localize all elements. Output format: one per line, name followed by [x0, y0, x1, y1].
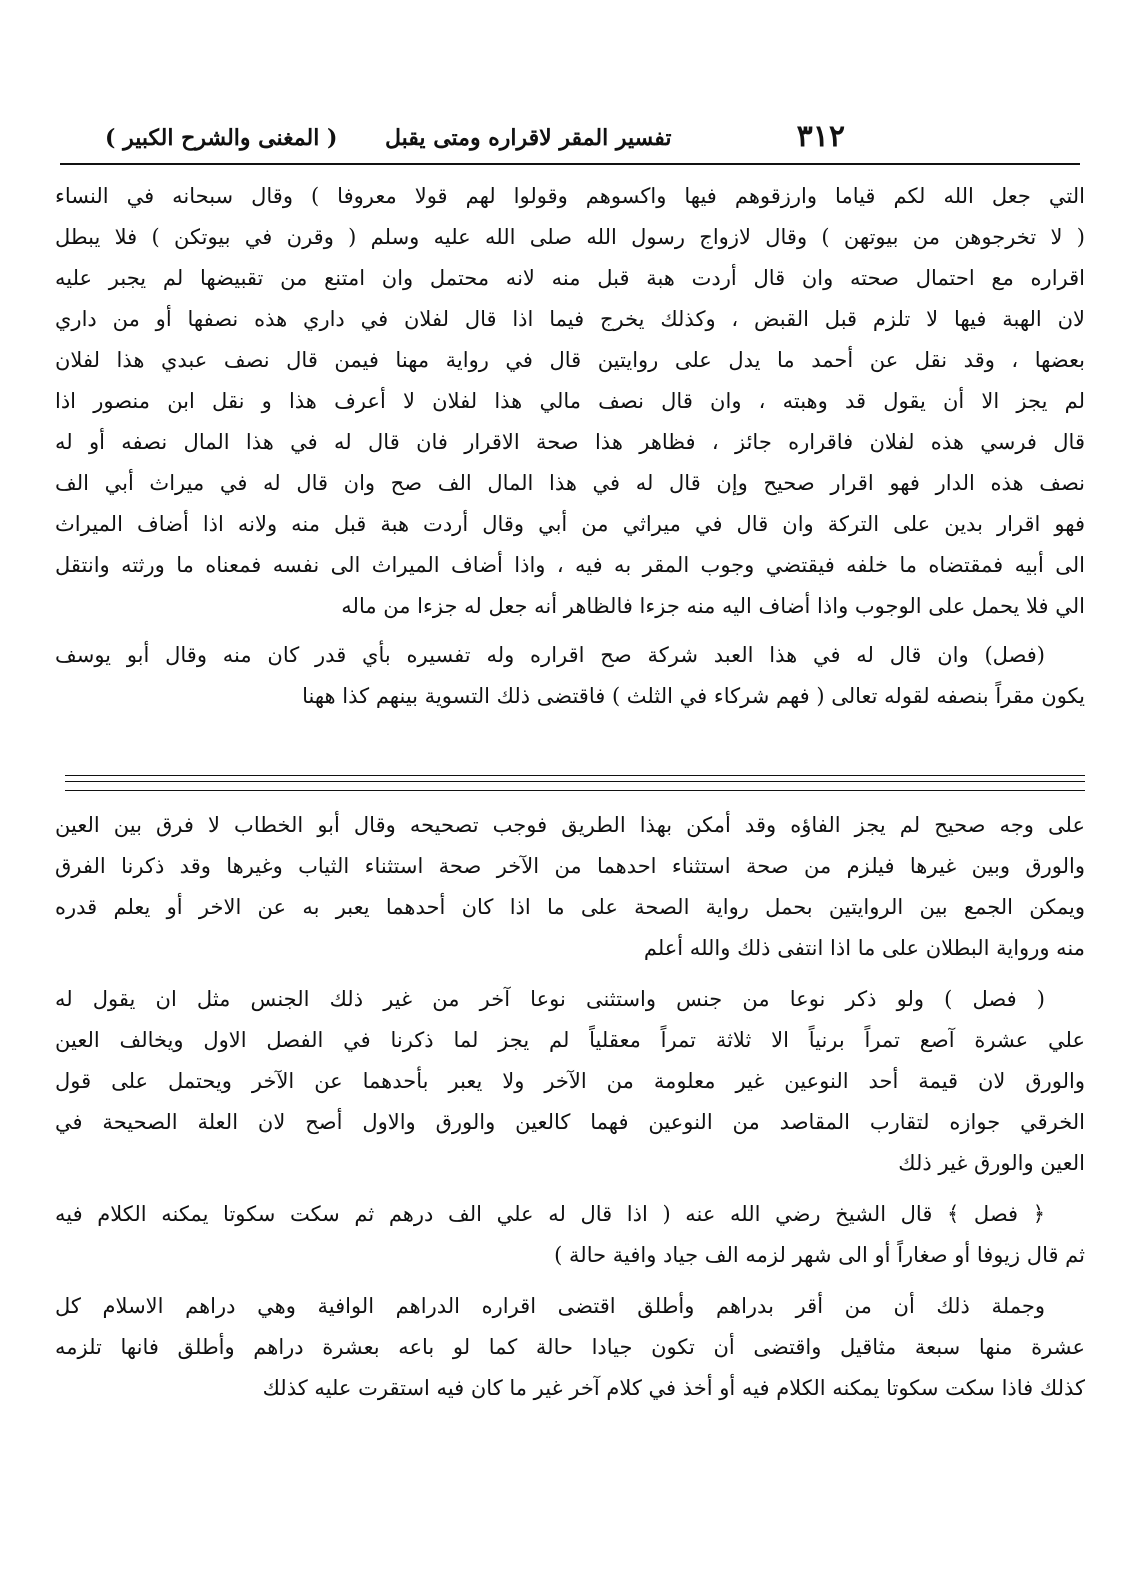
text-line: فهو اقرار بدين على التركة وان قال في ميراثي من أبي وقال أردت هبة قبل منه ولانه اذا أضاف الميراث	[55, 512, 1085, 536]
text-line: الي فلا يحمل على الوجوب واذا أضاف اليه منه جزءا فالظاهر أنه جعل له جزءا من ماله	[341, 594, 1085, 618]
separator-line	[65, 790, 1085, 791]
paragraph	[55, 635, 1085, 717]
text-line: (فصل) وان قال له في هذا العبد شركة صح اقراره وله تفسيره بأي قدر كان منه وقال أبو يوسف	[55, 643, 1045, 667]
text-line: ( فصل ) ولو ذكر نوعا من جنس واستثنى نوعا آخر من غير ذلك الجنس مثل ان يقول له	[55, 987, 1045, 1011]
text-line: ثم قال زيوفا أو صغاراً أو الى شهر لزمه الف جياد وافية حالة )	[554, 1243, 1085, 1267]
upper-text-block	[55, 176, 1085, 717]
text-line: ﴿ فصل ﴾ قال الشيخ رضي الله عنه ( اذا قال له علي الف درهم ثم سكت سكوتا يمكنه الكلام فيه	[55, 1202, 1045, 1226]
text-line: الخرقي جوازه لتقارب المقاصد من النوعين فهما كالعين والورق والاول أصح لان العلة الصحيحة في	[55, 1110, 1085, 1134]
page-header	[105, 119, 845, 165]
text-line: علي عشرة آصع تمراً برنياً الا ثلاثة تمراً معقلياً لم يجز لما ذكرنا في الفصل الاول ويخالف العين	[55, 1028, 1085, 1052]
page-number: ٣١٢	[796, 119, 845, 154]
book-title: ( المغنى والشرح الكبير )	[105, 125, 338, 151]
paragraph	[55, 176, 1085, 627]
text-line: التي جعل الله لكم قياما وارزقوهم فيها واكسوهم وقولوا لهم قولا معروفا ) وقال سبحانه في النساء	[55, 184, 1085, 208]
text-line: والورق وبين غيرها فيلزم من صحة استثناء احدهما من الآخر صحة استثناء الثياب وغيرها وقد ذكرنا الفرق	[55, 854, 1085, 878]
paragraph	[55, 1194, 1085, 1276]
text-line: يكون مقراً بنصفه لقوله تعالى ( فهم شركاء في الثلث ) فاقتضى ذلك التسوية بينهم كذا ههنا	[302, 684, 1085, 708]
text-line: ( لا تخرجوهن من بيوتهن ) وقال لازواج رسول الله صلى الله عليه وسلم ( وقرن في بيوتكن ) فلا يبطل	[55, 225, 1085, 249]
header-rule	[60, 163, 1080, 165]
text-line: منه ورواية البطلان على ما اذا انتفى ذلك والله أعلم	[643, 936, 1085, 960]
text-line: لم يجز الا أن يقول قد وهبته ، وان قال نصف مالي هذا لفلان لا أعرف هذا و نقل ابن منصور اذا	[55, 389, 1085, 413]
paragraph	[55, 1286, 1085, 1409]
text-line: بعضها ، وقد نقل عن أحمد ما يدل على روايتين قال في رواية مهنا فيمن قال نصف عبدي هذا لفلان	[55, 348, 1085, 372]
text-line: الى أبيه فمقتضاه ما خلفه فيقتضي وجوب المقر به فيه ، واذا أضاف الميراث الى نفسه فمعناه ما ورثته وانتقل	[55, 553, 1085, 577]
text-line: نصف هذه الدار فهو اقرار صحيح وإن قال له في هذا المال الف صح وان قال له في ميراث أبي الف	[55, 471, 1085, 495]
running-title: تفسير المقر لاقراره ومتى يقبل	[385, 125, 672, 151]
separator-line	[65, 775, 1085, 776]
text-line: على وجه صحيح لم يجز الفاؤه وقد أمكن بهذا الطريق فوجب تصحيحه وقال أبو الخطاب لا فرق بين العين	[55, 813, 1085, 837]
text-line: وجملة ذلك أن من أقر بدراهم وأطلق اقتضى اقراره الدراهم الوافية وهي دراهم الاسلام كل	[55, 1294, 1045, 1318]
lower-text-block	[55, 805, 1085, 1409]
text-line: العين والورق غير ذلك	[898, 1151, 1085, 1175]
text-line: كذلك فاذا سكت سكوتا يمكنه الكلام فيه أو أخذ في كلام آخر غير ما كان فيه استقرت عليه كذلك	[262, 1376, 1085, 1400]
paragraph	[55, 805, 1085, 969]
text-line: عشرة منها سبعة مثاقيل واقتضى أن تكون جيادا حالة كما لو باعه بعشرة دراهم وأطلق فانها تلزمه	[55, 1335, 1085, 1359]
text-line: قال فرسي هذه لفلان فاقراره جائز ، فظاهر هذا صحة الاقرار فان قال له في هذا المال نصفه أو له	[55, 430, 1085, 454]
text-line: لان الهبة فيها لا تلزم قبل القبض ، وكذلك يخرج فيما اذا قال لفلان في داري هذه نصفها أو من داري	[55, 307, 1085, 331]
text-line: اقراره مع احتمال صحته وان قال أردت هبة قبل منه لانه محتمل وان امتنع من تقبيضها لم يجبر عليه	[55, 266, 1085, 290]
separator-line	[65, 781, 1085, 782]
paragraph	[55, 979, 1085, 1184]
text-line: ويمكن الجمع بين الروايتين بحمل رواية الصحة على ما اذا كان أحدهما يعبر به عن الاخر أو يعلم قدره	[55, 895, 1085, 919]
text-line: والورق لان قيمة أحد النوعين غير معلومة من الآخر ولا يعبر بأحدهما عن الآخر ويحتمل على قول	[55, 1069, 1085, 1093]
